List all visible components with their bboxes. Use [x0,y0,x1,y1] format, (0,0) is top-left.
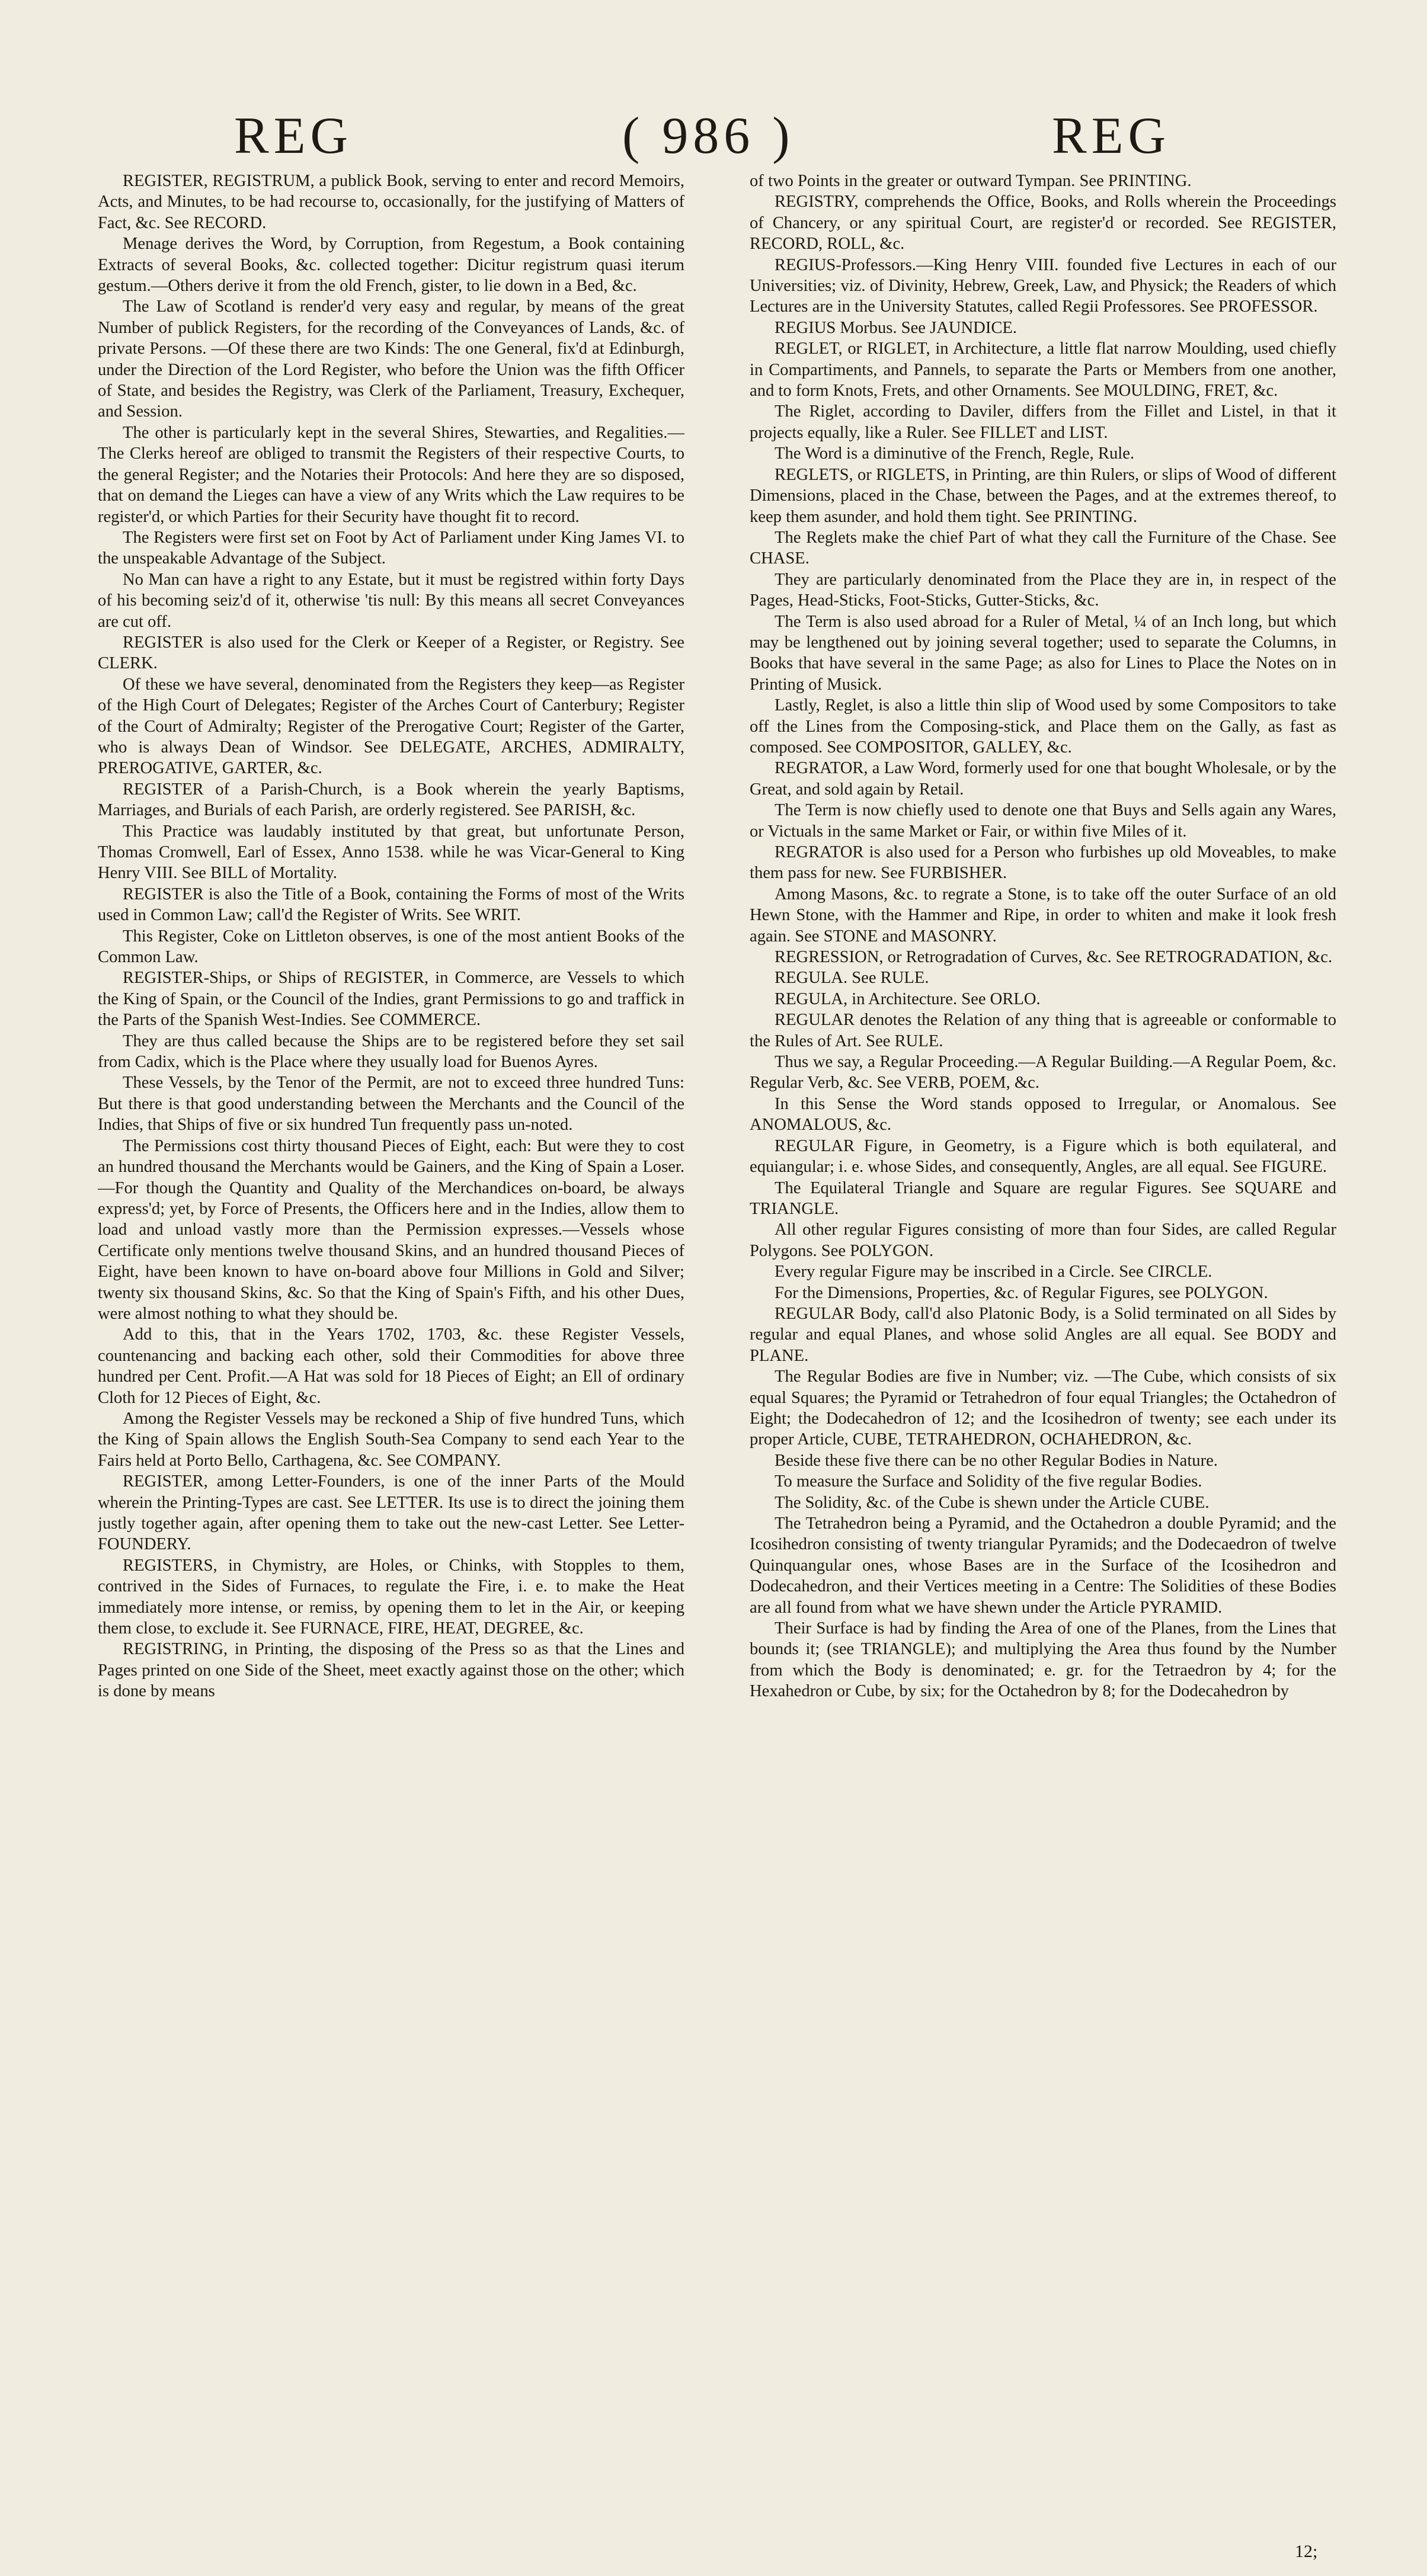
entry-paragraph: REGISTER, among Letter-Founders, is one of the inner Parts of the Mould wherein the Printing-Types are cast. See LETTER. Its use is to direct the joining them justly together again, after opening them to take out the new-cast Letter. See Letter-FOUNDERY. [98,1472,684,1554]
entry-paragraph: The Law of Scotland is render'd very easy and regular, by means of the great Number of publick Registers, for the recording of the Conveyances of Lands, &c. of private Persons. —Of these there are two Kinds: The one General, fix'd at Edinburgh, under the Direction of the Lord Register, who before the Union was the fifth Officer of State, and besides the Registry, was Clerk of the Parliament, Treasury, Exchequer, and Session. [98,297,684,421]
entry-paragraph: For the Dimensions, Properties, &c. of Regular Figures, see POLYGON. [775,1283,1268,1302]
entry-paragraph: REGRATOR is also used for a Person who furbishes up old Moveables, to make them pass for new. See FURBISHER. [750,843,1336,883]
entry-paragraph: No Man can have a right to any Estate, but it must be registred within forty Days of his becoming seiz'd of it, otherwise 'tis null: By this means all secret Conveyances are cut off. [98,570,684,631]
entry-paragraph: REGRESSION, or Retrogradation of Curves, &c. See RETROGRADATION, &c. [775,948,1333,967]
entry-paragraph: REGULA, in Architecture. See ORLO. [775,989,1041,1008]
header-left-word: REG [234,107,353,165]
entry-paragraph: These Vessels, by the Tenor of the Permit, are not to exceed three hundred Tuns: But there is that good understanding between the Merchants and the Council of the Indies, that Ships of five or six hundred Tun frequently pass un-noted. [98,1074,684,1135]
running-header [0,104,1427,169]
right-column [750,171,1336,2540]
entry-paragraph: REGIUS Morbus. See JAUNDICE. [775,318,1018,337]
entry-paragraph: REGISTER, REGISTRUM, a publick Book, serving to enter and record Memoirs, Acts, and Minutes, to be had recourse to, occasionally, for the justifying of Matters of Fact, &c. See RECORD. [98,172,684,232]
left-column [98,171,684,2540]
entry-paragraph: Thus we say, a Regular Proceeding.—A Regular Building.—A Regular Poem, &c. Regular Verb, &c. See VERB, POEM, &c. [750,1053,1336,1092]
entry-paragraph: The other is particularly kept in the several Shires, Stewarties, and Regalities.—The Clerks hereof are obliged to transmit the Registers of their respective Courts, to the general Register; and the Notaries their Protocols: And here they are so disposed, that on demand the Lieges can have a view of any Writs which the Law requires to be register'd, or which Parties for their Security have thought fit to record. [98,423,684,526]
entry-paragraph: The Term is now chiefly used to denote one that Buys and Sells again any Wares, or Victuals in the same Market or Fair, or within five Miles of it. [750,801,1336,841]
entry-paragraph: This Register, Coke on Littleton observes, is one of the most antient Books of the Common Law. [98,927,684,967]
entry-paragraph: The Riglet, according to Daviler, differs from the Fillet and Listel, in that it projects equally, like a Ruler. See FILLET and LIST. [750,402,1336,442]
entry-paragraph: In this Sense the Word stands opposed to Irregular, or Anomalous. See ANOMALOUS, &c. [750,1094,1336,1135]
entry-paragraph: The Term is also used abroad for a Ruler of Metal, ¼ of an Inch long, but which may be lengthened out by joining several together; used to separate the Columns, in Books that have several in the same Page; as also for Lines to Place the Notes on in Printing of Musick. [750,612,1336,694]
entry-paragraph: REGULAR Figure, in Geometry, is a Figure which is both equilateral, and equiangular; i. e. whose Sides, and consequently, Angles, are all equal. See FIGURE. [750,1136,1336,1177]
entry-paragraph: Their Surface is had by finding the Area of one of the Planes, from the Lines that bounds it; (see TRIANGLE); and multiplying the Area thus found by the Number from which the Body is denominated; e. gr. for the Tetraedron by 4; for the Hexahedron or Cube, by six; for the Octahedron by 8; for the Dodecahedron by [750,1619,1336,1701]
entry-paragraph: The Word is a diminutive of the French, Regle, Rule. [775,444,1135,463]
entry-paragraph: The Tetrahedron being a Pyramid, and the Octahedron a double Pyramid; and the Icosihedron consisting of twenty triangular Pyramids; and the Dodecaedron of twelve Quinquangular ones, whose Bases are in the Surface of the Icosihedron and Dodecahedron, and their Vertices meeting in a Centre: The Solidities of these Bodies are all found from what we have shewn under the Article PYRAMID. [750,1514,1336,1617]
entry-paragraph: REGISTERS, in Chymistry, are Holes, or Chinks, with Stopples to them, contrived in the Sides of Furnaces, to regulate the Fire, i. e. to make the Heat immediately more intense, or remiss, by opening them to let in the Air, or keeping them close, to exclude it. See FURNACE, FIRE, HEAT, DEGREE, &c. [98,1556,684,1638]
entry-paragraph: To measure the Surface and Solidity of the five regular Bodies. [775,1472,1202,1491]
entry-paragraph: The Permissions cost thirty thousand Pieces of Eight, each: But were they to cost an hundred thousand the Merchants would be Gainers, and the King of Spain a Loser.—For though the Quantity and Quality of the Merchandices on-board, be always express'd; yet, by Force of Presents, the Officers here and in the Indies, allow them to load and unload vastly more than the Permission expresses.—Vessels whose Certificate only mentions twelve thousand Skins, and an hundred thousand Pieces of Eight, have been known to have on-board above four Millions in Gold and Silver; twenty six thousand Skins, &c. So that the King of Spain's Fifth, and his other Dues, were almost nothing to what they should be. [98,1136,684,1323]
entry-paragraph: The Reglets make the chief Part of what they call the Furniture of the Chase. See CHASE. [750,528,1336,568]
entry-paragraph: Add to this, that in the Years 1702, 1703, &c. these Register Vessels, countenancing and backing each other, sold their Commodities for above three hundred per Cent. Profit.—A Hat was sold for 18 Pieces of Eight; an Ell of ordinary Cloth for 12 Pieces of Eight, &c. [98,1325,684,1407]
catchword: 12; [1295,2542,1318,2561]
entry-paragraph: REGISTRY, comprehends the Office, Books, and Rolls wherein the Proceedings of Chancery, or any spiritual Court, are register'd or recorded. See REGISTER, RECORD, ROLL, &c. [750,193,1336,254]
header-right-word: REG [1052,107,1170,165]
entry-paragraph: Among Masons, &c. to regrate a Stone, is to take off the outer Surface of an old Hewn Stone, with the Hammer and Ripe, in order to whiten and make it look fresh again. See STONE and MASONRY. [750,885,1336,946]
entry-paragraph: REGRATOR, a Law Word, formerly used for one that bought Wholesale, or by the Great, and sold again by Retail. [750,759,1336,799]
entry-paragraph: REGLETS, or RIGLETS, in Printing, are thin Rulers, or slips of Wood of different Dimensions, placed in the Chase, between the Pages, and at the extremes thereof, to keep them asunder, and hold them tight. See PRINTING. [750,465,1336,526]
entry-paragraph: The Solidity, &c. of the Cube is shewn under the Article CUBE. [775,1493,1210,1512]
entry-paragraph: Every regular Figure may be inscribed in a Circle. See CIRCLE. [775,1263,1212,1281]
entry-paragraph: REGISTER is also the Title of a Book, containing the Forms of most of the Writs used in Common Law; call'd the Register of Writs. See WRIT. [98,885,684,925]
entry-paragraph: This Practice was laudably instituted by that great, but unfortunate Person, Thomas Cromwell, Earl of Essex, Anno 1538. while he was Vicar-General to King Henry VIII. See BILL of Mortality. [98,822,684,883]
entry-paragraph: REGISTER-Ships, or Ships of REGISTER, in Commerce, are Vessels to which the King of Spain, or the Council of the Indies, grant Permissions to go and traffick in the Parts of the Spanish West-Indies. See COMMERCE. [98,969,684,1030]
entry-paragraph: The Equilateral Triangle and Square are regular Figures. See SQUARE and TRIANGLE. [750,1178,1336,1218]
entry-paragraph: All other regular Figures consisting of more than four Sides, are called Regular Polygons. See POLYGON. [750,1220,1336,1260]
entry-paragraph: REGISTER of a Parish-Church, is a Book wherein the yearly Baptisms, Marriages, and Burials of each Parish, are orderly registered. See PARISH, &c. [98,780,684,820]
entry-paragraph: Lastly, Reglet, is also a little thin slip of Wood used by some Compositors to take off the Lines from the Composing-stick, and Place them on the Gally, as fast as composed. See COMPOSITOR, GALLEY, &c. [750,696,1336,757]
entry-paragraph: Beside these five there can be no other Regular Bodies in Nature. [775,1451,1218,1470]
entry-paragraph: REGULA. See RULE. [775,969,929,988]
entry-paragraph: The Registers were first set on Foot by Act of Parliament under King James VI. to the unspeakable Advantage of the Subject. [98,528,684,568]
entry-paragraph: REGISTER is also used for the Clerk or Keeper of a Register, or Registry. See CLERK. [98,633,684,673]
entry-paragraph: Of these we have several, denominated from the Registers they keep—as Register of the High Court of Delegates; Register of the Arches Court of Canterbury; Register of the Court of Admiralty; Register of the Prerogative Court; Register of the Garter, who is always Dean of Windsor. See DELEGATE, ARCHES, ADMIRALTY, PREROGATIVE, GARTER, &c. [98,675,684,778]
entry-paragraph: REGLET, or RIGLET, in Architecture, a little flat narrow Moulding, used chiefly in Compartiments, and Pannels, to separate the Parts or Members from one another, and to form Knots, Frets, and other Ornaments. See MOULDING, FRET, &c. [750,339,1336,401]
entry-paragraph: REGULAR Body, call'd also Platonic Body, is a Solid terminated on all Sides by regular and equal Planes, and whose solid Angles are all equal. See BODY and PLANE. [750,1304,1336,1365]
entry-paragraph: of two Points in the greater or outward Tympan. See PRINTING. [750,172,1192,190]
entry-paragraph: They are thus called because the Ships are to be registered before they set sail from Cadix, which is the Place where they usually load for Buenos Ayres. [98,1031,684,1072]
entry-paragraph: REGIUS-Professors.—King Henry VIII. founded five Lectures in each of our Universities; viz. of Divinity, Hebrew, Greek, Law, and Physick; the Readers of which Lectures are in the University Statutes, called Regii Professores. See PROFESSOR. [750,255,1336,316]
entry-paragraph: The Regular Bodies are five in Number; viz. —The Cube, which consists of six equal Squares; the Pyramid or Tetrahedron of four equal Triangles; the Octahedron of Eight; the Dodecahedron of 12; and the Icosihedron of twenty; see each under its proper Article, CUBE, TETRAHEDRON, OCHAHEDRON, &c. [750,1367,1336,1449]
entry-paragraph: They are particularly denominated from the Place they are in, in respect of the Pages, Head-Sticks, Foot-Sticks, Gutter-Sticks, &c. [750,570,1336,610]
page-number: ( 986 ) [622,107,795,165]
entry-paragraph: Among the Register Vessels may be reckoned a Ship of five hundred Tuns, which the King of Spain allows the English South-Sea Company to send each Year to the Fairs held at Porto Bello, Carthagena, &c. See COMPANY. [98,1409,684,1470]
entry-paragraph: REGULAR denotes the Relation of any thing that is agreeable or conformable to the Rules of Art. See RULE. [750,1011,1336,1050]
entry-paragraph: REGISTRING, in Printing, the disposing of the Press so as that the Lines and Pages printed on one Side of the Sheet, meet exactly against those on the other; which is done by means [98,1640,684,1701]
entry-paragraph: Menage derives the Word, by Corruption, from Regestum, a Book containing Extracts of several Books, &c. collected together: Dicitur registrum quasi iterum gestum.—Others derive it from the old French, gister, to lie down in a Bed, &c. [98,235,684,296]
